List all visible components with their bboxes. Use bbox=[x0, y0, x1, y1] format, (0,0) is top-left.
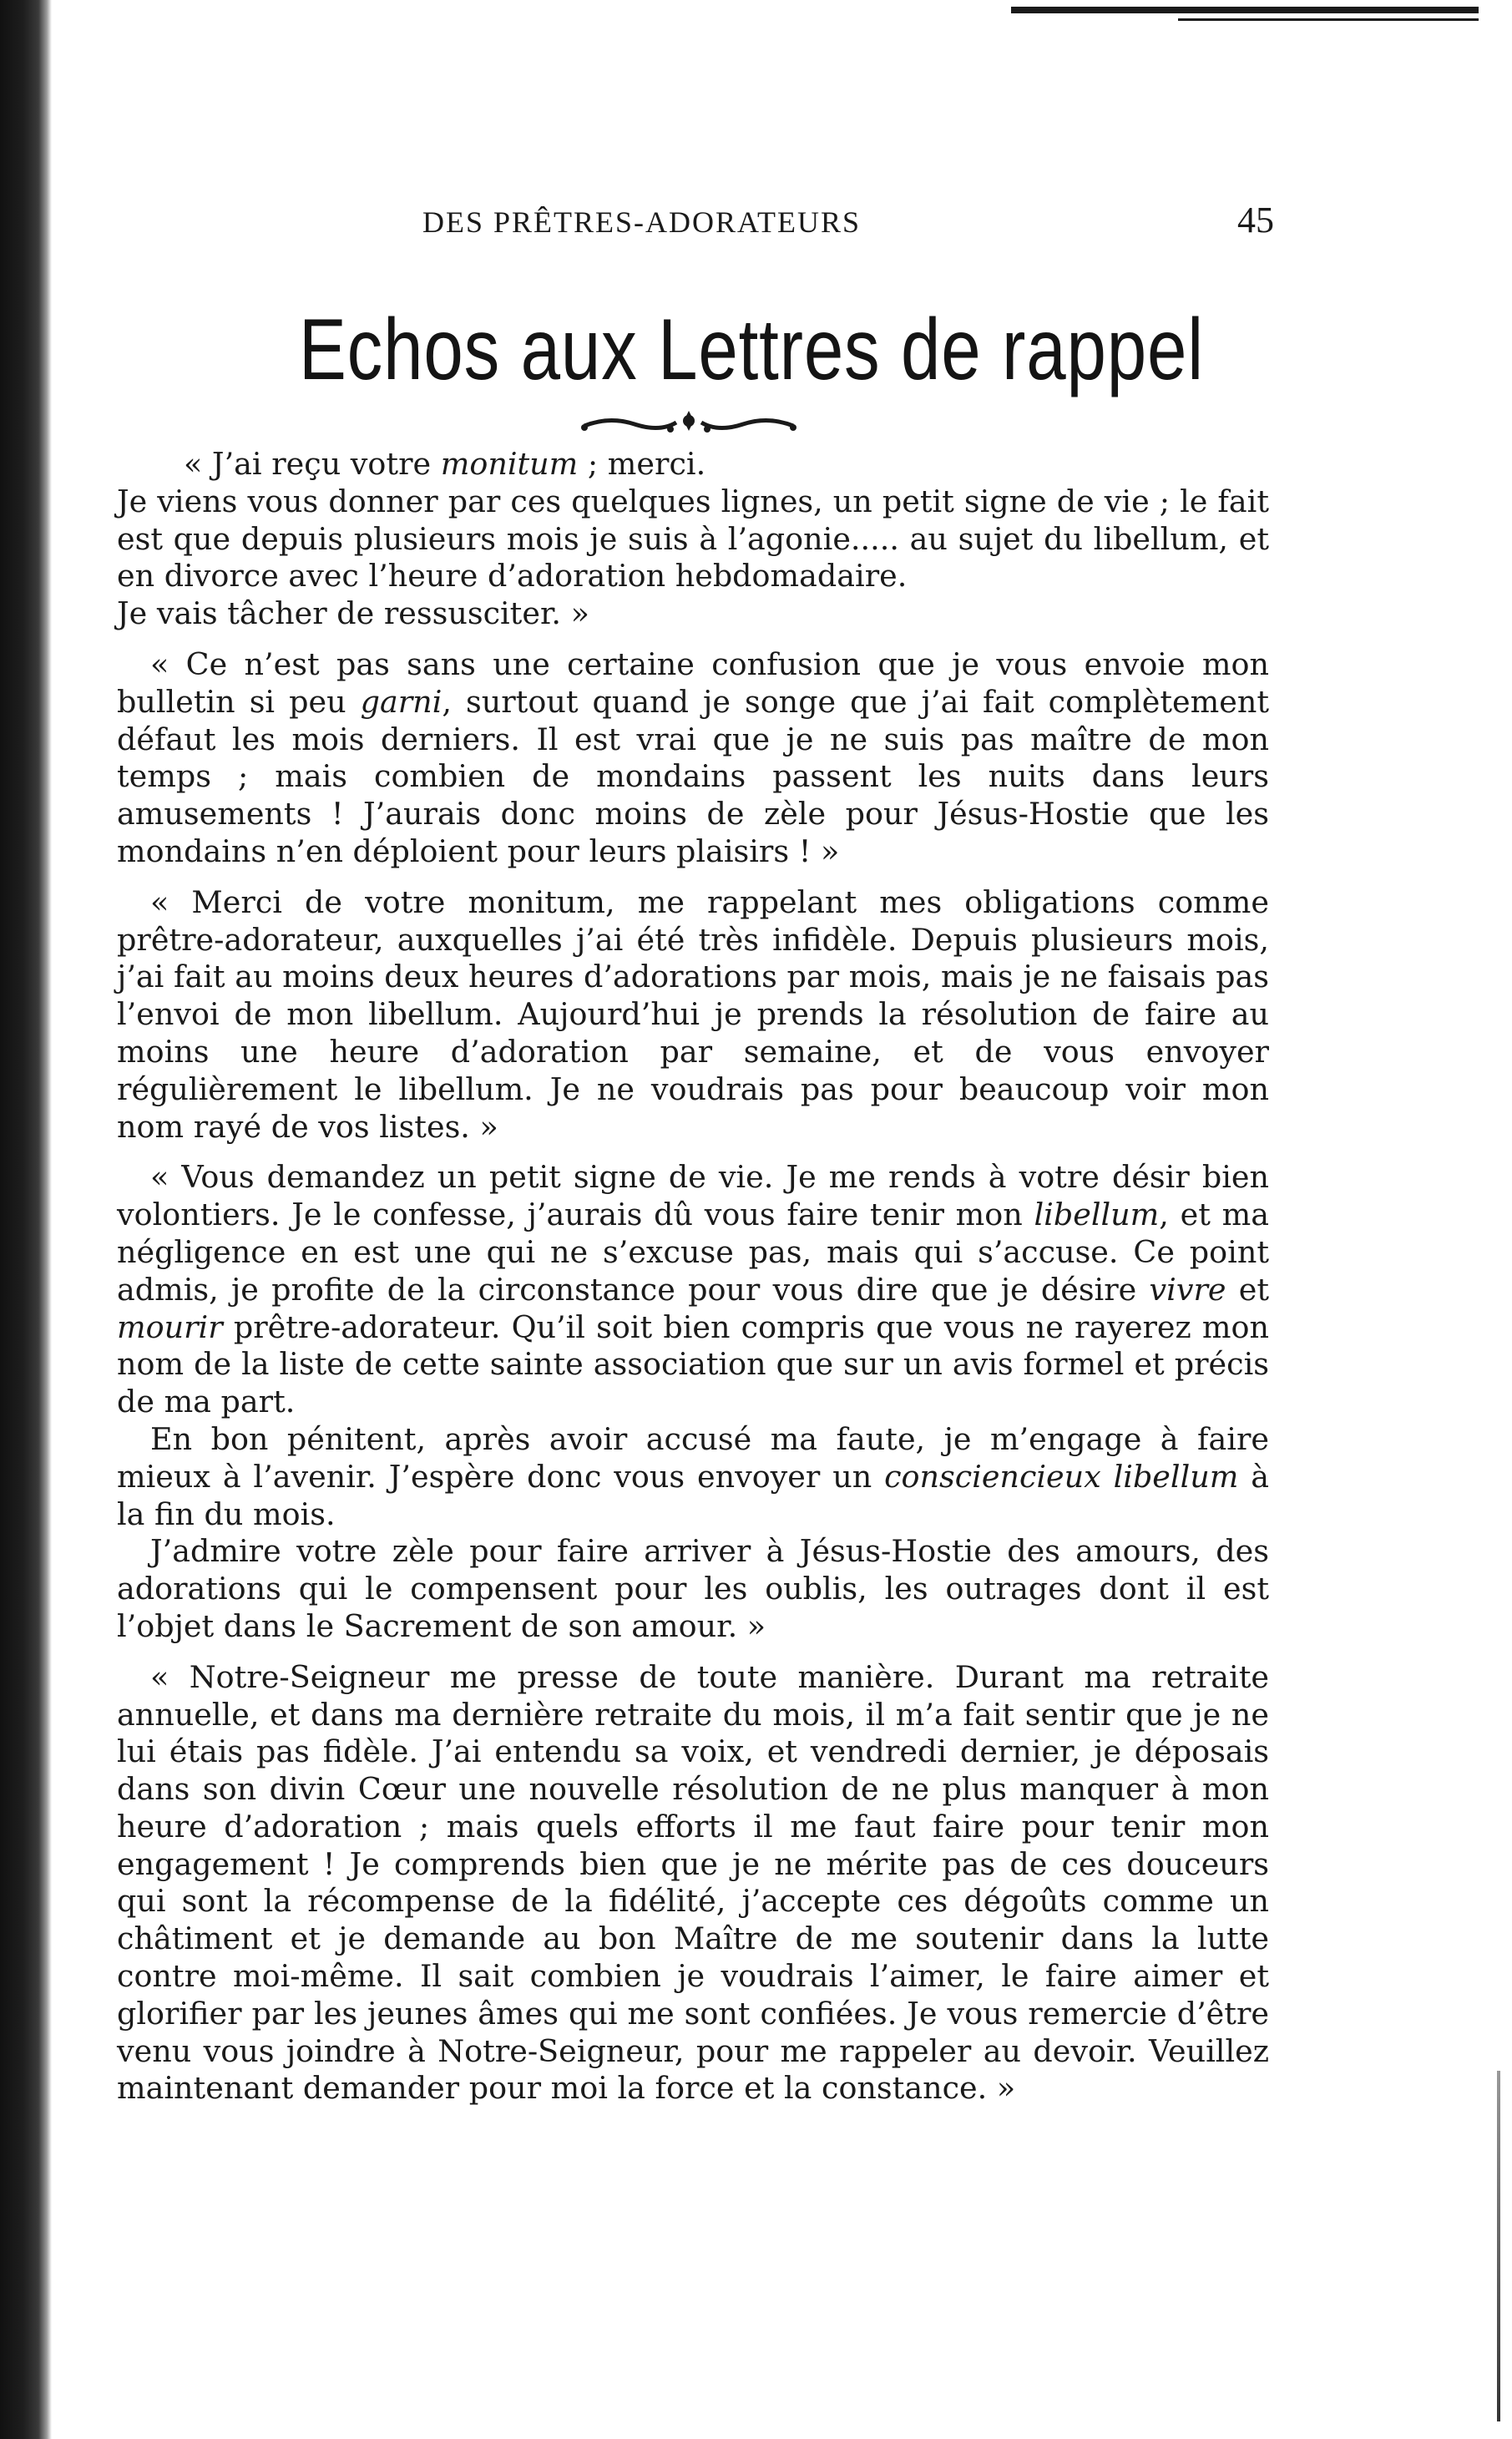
italic-text: libellum bbox=[1034, 1197, 1160, 1233]
paragraph bbox=[117, 1159, 1269, 1421]
running-title: DES PRÊTRES-ADORATEURS bbox=[422, 205, 862, 239]
text-run: , surtout quand je songe que j’ai fait complètement défaut les mois derniers. Il est vrai que je ne suis pas maître de mon temps ; mais combien de mondains passent les nuits dans leurs amusements ! J’aurais donc moins de zèle pour Jésus-Hostie que les mondains n’en déploient pour leurs plaisirs ! » bbox=[117, 683, 1269, 869]
text-run: « J’ai reçu votre bbox=[184, 446, 441, 482]
paragraph bbox=[117, 483, 1269, 595]
top-edge-rule-thin bbox=[1178, 18, 1479, 21]
italic-text: vivre bbox=[1149, 1271, 1226, 1308]
italic-text: monitum bbox=[440, 446, 579, 482]
section-title: Echos aux Lettres de rappel bbox=[298, 301, 1205, 398]
text-run: , et ma négligence en est une qui ne s’excuse pas, mais qui s’accuse. Ce point admis, je profite de la circonstance pour vous dire que je désire bbox=[117, 1197, 1269, 1308]
book-spine-shadow bbox=[0, 0, 52, 2439]
text-run: et bbox=[1226, 1271, 1270, 1308]
top-edge-rule bbox=[1011, 7, 1479, 13]
decorative-fleuron-icon bbox=[576, 407, 802, 441]
right-edge-shadow bbox=[1497, 2071, 1500, 2421]
italic-text: mourir bbox=[117, 1308, 223, 1345]
paragraph bbox=[117, 1533, 1269, 1645]
paragraph bbox=[117, 884, 1269, 1146]
text-run: « Notre-Seigneur me presse de toute manière. Durant ma retraite annuelle, et dans ma dernière retraite du mois, il m’a fait sentir que je ne lui étais pas fidèle. J’ai entendu sa voix, et vendredi dernier, je déposais dans son divin Cœur une nouvelle résolution de ne plus manquer à mon heure d’adoration ; mais quels efforts il me faut faire pour tenir mon engagement ! Je comprends bien que je ne mérite pas de ces douceurs qui sont la récompense de la fidélité, j’accepte ces dégoûts comme un châtiment et je demande au bon Maître de me soutenir dans la lutte contre moi-même. Il sait combien je voudrais l’aimer, le faire aimer et glorifier par les jeunes âmes qui me sont confiées. Je vous remercie d’être venu vous joindre à Notre-Seigneur, pour me rappeler au devoir. Veuillez maintenant demander pour moi la force et la constance. » bbox=[117, 1658, 1269, 2107]
text-run: En bon pénitent, après avoir accusé ma faute, je m’engage à faire mieux à l’avenir. J’espère donc vous envoyer un bbox=[117, 1420, 1269, 1495]
italic-text: garni bbox=[360, 683, 442, 720]
text-run: à la fin du mois. bbox=[117, 1458, 1269, 1532]
text-run: J’admire votre zèle pour faire arriver à Jésus-Hostie des amours, des adorations qui le compensent pour les oublis, les outrages dont il est l’objet dans le Sacrement de son amour. » bbox=[117, 1533, 1269, 1644]
page-number: 45 bbox=[1237, 200, 1274, 240]
text-run: « Merci de votre monitum, me rappelant mes obligations comme prêtre-adorateur, auxquelles j’ai été très infidèle. Depuis plusieurs mois, j’ai fait au moins deux heures d’adorations par mois, mais je ne faisais pas l’envoi de mon libellum. Aujourd’hui je prends la résolution de faire au moins une heure d’adoration par semaine, et de vous envoyer régulièrement le libellum. Je ne voudrais pas pour beaucoup voir mon nom rayé de vos listes. » bbox=[117, 883, 1269, 1145]
text-run: Je viens vous donner par ces quelques lignes, un petit signe de vie ; le fait est que depuis plusieurs mois je suis à l’agonie..... au sujet du libellum, et en divorce avec l’heure d’adoration hebdomadaire. bbox=[117, 483, 1269, 595]
text-run: « Ce n’est pas sans une certaine confusion que je vous envoie mon bulletin si peu bbox=[117, 645, 1269, 720]
body-text bbox=[117, 446, 1269, 2108]
italic-text: consciencieux libellum bbox=[884, 1458, 1239, 1495]
text-run: ; merci. bbox=[578, 446, 706, 482]
paragraph bbox=[117, 1421, 1269, 1533]
paragraph bbox=[117, 595, 1269, 633]
text-run: Je vais tâcher de ressusciter. » bbox=[117, 595, 589, 632]
page-header bbox=[122, 199, 1274, 241]
text-run: « Vous demandez un petit signe de vie. Je me rends à votre désir bien volontiers. Je le confesse, j’aurais dû vous faire tenir mon bbox=[117, 1159, 1269, 1233]
paragraph bbox=[117, 446, 1269, 483]
text-run: prêtre-adorateur. Qu’il soit bien compris que vous ne rayerez mon nom de la liste de cette sainte association que sur un avis formel et précis de ma part. bbox=[117, 1308, 1269, 1420]
paragraph bbox=[117, 1659, 1269, 2108]
paragraph bbox=[117, 646, 1269, 871]
